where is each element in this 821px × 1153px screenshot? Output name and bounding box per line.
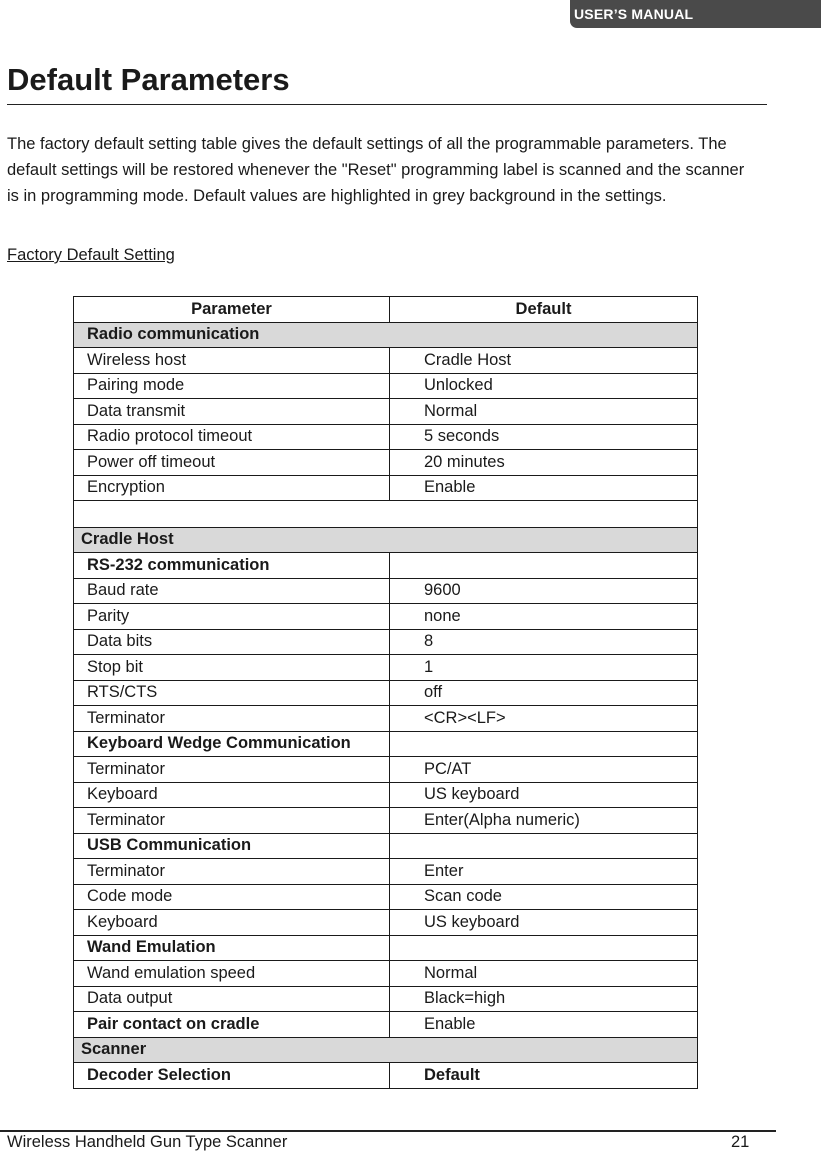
parameter-cell: Data transmit [74, 399, 390, 425]
manual-header-tab: USER’S MANUAL [570, 0, 821, 28]
default-value-cell: Enter [390, 859, 698, 885]
default-value-cell [390, 553, 698, 579]
parameter-cell: Keyboard [74, 910, 390, 936]
table-row [74, 1063, 698, 1089]
parameter-cell: Pairing mode [74, 373, 390, 399]
parameter-cell: Terminator [74, 808, 390, 834]
table-row [74, 399, 698, 425]
section-row [74, 1037, 698, 1063]
default-value-cell: Normal [390, 961, 698, 987]
parameter-cell: USB Communication [74, 833, 390, 859]
parameter-cell: Wand emulation speed [74, 961, 390, 987]
default-value-cell: Normal [390, 399, 698, 425]
parameter-cell: Terminator [74, 859, 390, 885]
table-row [74, 1012, 698, 1038]
table-row [74, 833, 698, 859]
table-row [74, 578, 698, 604]
default-value-cell: none [390, 604, 698, 630]
parameter-cell: Stop bit [74, 655, 390, 681]
table-row [74, 373, 698, 399]
parameter-cell: Parity [74, 604, 390, 630]
default-value-cell: Default [390, 1063, 698, 1089]
default-value-cell: PC/AT [390, 757, 698, 783]
parameter-cell: Wireless host [74, 348, 390, 374]
title-divider [7, 104, 767, 105]
parameter-cell: RS-232 communication [74, 553, 390, 579]
section-row [74, 527, 698, 553]
parameter-cell: Radio protocol timeout [74, 424, 390, 450]
default-value-cell [390, 833, 698, 859]
parameter-cell: Wand Emulation [74, 935, 390, 961]
section-label: Cradle Host [74, 527, 698, 553]
parameter-cell: Keyboard [74, 782, 390, 808]
factory-default-heading: Factory Default Setting [7, 246, 175, 264]
default-value-cell: Enter(Alpha numeric) [390, 808, 698, 834]
spacer-cell [74, 501, 698, 528]
default-value-cell [390, 935, 698, 961]
default-value-cell: Black=high [390, 986, 698, 1012]
table-row [74, 655, 698, 681]
parameter-cell: Terminator [74, 706, 390, 732]
parameter-cell: Encryption [74, 475, 390, 501]
table-header-row [74, 297, 698, 323]
parameter-cell: Data output [74, 986, 390, 1012]
table-row [74, 910, 698, 936]
default-value-cell: off [390, 680, 698, 706]
footer-divider [0, 1130, 776, 1132]
parameter-cell: Terminator [74, 757, 390, 783]
table-row [74, 604, 698, 630]
table-row [74, 859, 698, 885]
default-value-cell: 20 minutes [390, 450, 698, 476]
table-row [74, 553, 698, 579]
parameter-cell: Pair contact on cradle [74, 1012, 390, 1038]
intro-paragraph: The factory default setting table gives the default settings of all the programmable parameters. The default settings will be restored whenever the "Reset" programming label is scanned and the scanner is in programming mode. Default values are highlighted in grey background in the settings. [7, 135, 745, 205]
parameter-cell: Keyboard Wedge Communication [74, 731, 390, 757]
table-row [74, 782, 698, 808]
default-value-cell: Unlocked [390, 373, 698, 399]
table-row [74, 808, 698, 834]
parameter-cell: Baud rate [74, 578, 390, 604]
table-row [74, 731, 698, 757]
header-parameter: Parameter [74, 297, 390, 323]
footer-product-name: Wireless Handheld Gun Type Scanner [7, 1133, 288, 1151]
table-row [74, 961, 698, 987]
parameter-cell: Decoder Selection [74, 1063, 390, 1089]
default-value-cell: US keyboard [390, 910, 698, 936]
default-parameters-table [73, 296, 698, 1089]
table-row [74, 629, 698, 655]
section-label: Scanner [74, 1037, 698, 1063]
header-default: Default [390, 297, 698, 323]
table-row [74, 680, 698, 706]
spacer-row [74, 501, 698, 528]
section-label: Radio communication [74, 322, 698, 348]
page-title: Default Parameters [7, 62, 290, 97]
page-number: 21 [731, 1133, 750, 1151]
default-value-cell: 5 seconds [390, 424, 698, 450]
table-row [74, 475, 698, 501]
table-row [74, 986, 698, 1012]
section-row [74, 322, 698, 348]
parameter-cell: Power off timeout [74, 450, 390, 476]
default-value-cell [390, 731, 698, 757]
parameter-cell: RTS/CTS [74, 680, 390, 706]
default-value-cell: Enable [390, 475, 698, 501]
default-value-cell: 8 [390, 629, 698, 655]
table-row [74, 424, 698, 450]
default-value-cell: <CR><LF> [390, 706, 698, 732]
default-value-cell: Enable [390, 1012, 698, 1038]
table-row [74, 706, 698, 732]
table-body [74, 322, 698, 1088]
parameter-cell: Code mode [74, 884, 390, 910]
table-row [74, 884, 698, 910]
default-value-cell: Scan code [390, 884, 698, 910]
default-value-cell: 9600 [390, 578, 698, 604]
table-row [74, 935, 698, 961]
default-value-cell: Cradle Host [390, 348, 698, 374]
table-row [74, 348, 698, 374]
table-row [74, 757, 698, 783]
default-value-cell: US keyboard [390, 782, 698, 808]
default-value-cell: 1 [390, 655, 698, 681]
table-row [74, 450, 698, 476]
parameter-cell: Data bits [74, 629, 390, 655]
